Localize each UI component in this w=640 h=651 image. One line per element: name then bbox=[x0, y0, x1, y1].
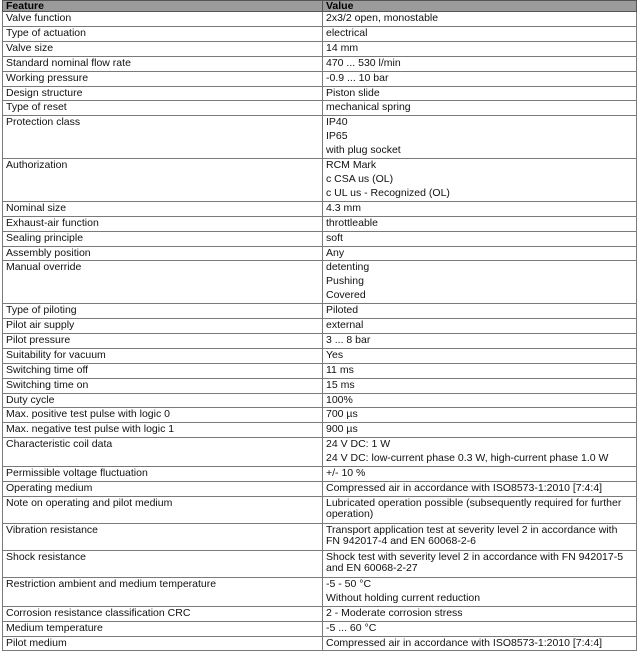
feature-cell: Exhaust-air function bbox=[3, 216, 323, 231]
feature-cell: Type of actuation bbox=[3, 26, 323, 41]
table-row bbox=[3, 378, 637, 393]
value-line: IP65 bbox=[326, 130, 348, 143]
value-cell bbox=[323, 231, 637, 246]
table-row bbox=[3, 482, 637, 497]
feature-cell: Restriction ambient and medium temperature bbox=[3, 577, 323, 606]
value-cell bbox=[323, 71, 637, 86]
feature-cell: Suitability for vacuum bbox=[3, 348, 323, 363]
table-row bbox=[3, 348, 637, 363]
value-line: Without holding current reduction bbox=[326, 591, 481, 604]
table-row bbox=[3, 86, 637, 101]
feature-cell: Standard nominal flow rate bbox=[3, 56, 323, 71]
value-line: mechanical spring bbox=[326, 101, 411, 114]
table-row bbox=[3, 636, 637, 651]
value-cell bbox=[323, 116, 637, 159]
table-row bbox=[3, 12, 637, 27]
feature-cell: Note on operating and pilot medium bbox=[3, 496, 323, 523]
value-line: external bbox=[326, 319, 364, 332]
table-row bbox=[3, 333, 637, 348]
value-line: 700 µs bbox=[326, 408, 358, 421]
value-cell bbox=[323, 606, 637, 621]
table-row bbox=[3, 304, 637, 319]
value-cell bbox=[323, 523, 637, 550]
table-row bbox=[3, 26, 637, 41]
value-cell bbox=[323, 261, 637, 304]
value-line: Pushing bbox=[326, 275, 364, 288]
value-cell bbox=[323, 86, 637, 101]
feature-cell: Switching time off bbox=[3, 363, 323, 378]
value-line: -0.9 ... 10 bar bbox=[326, 71, 389, 84]
feature-cell: Sealing principle bbox=[3, 231, 323, 246]
value-line: 24 V DC: 1 W bbox=[326, 438, 391, 451]
value-line: Covered bbox=[326, 289, 366, 302]
value-cell bbox=[323, 319, 637, 334]
value-cell bbox=[323, 621, 637, 636]
header-row bbox=[3, 1, 637, 12]
value-cell bbox=[323, 636, 637, 651]
spec-body bbox=[3, 12, 637, 651]
feature-cell: Shock resistance bbox=[3, 550, 323, 577]
value-line: Shock test with severity level 2 in accordance with FN 942017-5 and EN 60068-2-27 bbox=[326, 550, 624, 575]
table-row bbox=[3, 438, 637, 467]
feature-cell: Type of reset bbox=[3, 101, 323, 116]
value-line: Piston slide bbox=[326, 86, 380, 99]
value-cell bbox=[323, 496, 637, 523]
table-row bbox=[3, 201, 637, 216]
table-row bbox=[3, 467, 637, 482]
value-cell bbox=[323, 12, 637, 27]
value-line: Yes bbox=[326, 348, 344, 361]
value-cell bbox=[323, 26, 637, 41]
value-line: RCM Mark bbox=[326, 159, 377, 172]
feature-cell: Type of piloting bbox=[3, 304, 323, 319]
value-line: c UL us - Recognized (OL) bbox=[326, 186, 450, 199]
value-line: 15 ms bbox=[326, 378, 355, 391]
header-value: Value bbox=[323, 1, 637, 12]
value-cell bbox=[323, 41, 637, 56]
feature-cell: Switching time on bbox=[3, 378, 323, 393]
value-cell bbox=[323, 423, 637, 438]
value-line: 900 µs bbox=[326, 423, 358, 436]
feature-cell: Assembly position bbox=[3, 246, 323, 261]
table-row bbox=[3, 71, 637, 86]
table-row bbox=[3, 621, 637, 636]
value-cell bbox=[323, 550, 637, 577]
table-row bbox=[3, 159, 637, 202]
value-cell bbox=[323, 363, 637, 378]
table-row bbox=[3, 523, 637, 550]
table-row bbox=[3, 577, 637, 606]
feature-cell: Max. positive test pulse with logic 0 bbox=[3, 408, 323, 423]
value-line: 3 ... 8 bar bbox=[326, 333, 371, 346]
feature-cell: Pilot medium bbox=[3, 636, 323, 651]
table-row bbox=[3, 408, 637, 423]
table-row bbox=[3, 319, 637, 334]
value-line: Lubricated operation possible (subsequently required for further operation) bbox=[326, 496, 622, 521]
value-line: -5 - 50 °C bbox=[326, 577, 372, 590]
value-cell bbox=[323, 101, 637, 116]
feature-cell: Working pressure bbox=[3, 71, 323, 86]
value-cell bbox=[323, 216, 637, 231]
feature-cell: Valve size bbox=[3, 41, 323, 56]
value-line: electrical bbox=[326, 26, 368, 39]
table-row bbox=[3, 246, 637, 261]
value-line: 14 mm bbox=[326, 41, 359, 54]
table-row bbox=[3, 101, 637, 116]
value-cell bbox=[323, 246, 637, 261]
value-line: -5 ... 60 °C bbox=[326, 621, 377, 634]
value-cell bbox=[323, 304, 637, 319]
feature-cell: Characteristic coil data bbox=[3, 438, 323, 467]
table-row bbox=[3, 363, 637, 378]
feature-cell: Duty cycle bbox=[3, 393, 323, 408]
feature-cell: Vibration resistance bbox=[3, 523, 323, 550]
value-cell bbox=[323, 333, 637, 348]
feature-cell: Valve function bbox=[3, 12, 323, 27]
value-line: Compressed air in accordance with ISO8573-1:2010 [7:4:4] bbox=[326, 482, 603, 494]
value-line: Transport application test at severity level 2 in accordance with FN 942017-4 and EN 60068-2-6 bbox=[326, 523, 618, 548]
value-line: with plug socket bbox=[326, 144, 401, 157]
value-cell bbox=[323, 482, 637, 497]
value-cell bbox=[323, 201, 637, 216]
value-line: Any bbox=[326, 246, 345, 259]
feature-cell: Manual override bbox=[3, 261, 323, 304]
feature-cell: Max. negative test pulse with logic 1 bbox=[3, 423, 323, 438]
header-feature: Feature bbox=[3, 1, 323, 12]
feature-cell: Authorization bbox=[3, 159, 323, 202]
value-line: 2 - Moderate corrosion stress bbox=[326, 606, 463, 619]
value-line: 4.3 mm bbox=[326, 201, 362, 214]
value-line: +/- 10 % bbox=[326, 467, 366, 480]
value-cell bbox=[323, 348, 637, 363]
feature-cell: Protection class bbox=[3, 116, 323, 159]
table-row bbox=[3, 116, 637, 159]
value-line: IP40 bbox=[326, 116, 348, 129]
table-row bbox=[3, 231, 637, 246]
table-row bbox=[3, 496, 637, 523]
value-line: 470 ... 530 l/min bbox=[326, 56, 401, 69]
value-line: soft bbox=[326, 231, 343, 244]
table-row bbox=[3, 56, 637, 71]
value-cell bbox=[323, 577, 637, 606]
table-row bbox=[3, 606, 637, 621]
table-row bbox=[3, 41, 637, 56]
value-line: c CSA us (OL) bbox=[326, 172, 394, 185]
value-line: 2x3/2 open, monostable bbox=[326, 12, 439, 24]
feature-cell: Corrosion resistance classification CRC bbox=[3, 606, 323, 621]
value-cell bbox=[323, 438, 637, 467]
feature-cell: Medium temperature bbox=[3, 621, 323, 636]
value-cell bbox=[323, 378, 637, 393]
table-row bbox=[3, 550, 637, 577]
table-row bbox=[3, 393, 637, 408]
value-line: 100% bbox=[326, 393, 353, 406]
value-line: 11 ms bbox=[326, 363, 354, 376]
feature-cell: Design structure bbox=[3, 86, 323, 101]
feature-cell: Pilot air supply bbox=[3, 319, 323, 334]
value-line: Compressed air in accordance with ISO8573-1:2010 [7:4:4] bbox=[326, 636, 603, 649]
table-row bbox=[3, 261, 637, 304]
spec-table bbox=[2, 0, 637, 651]
value-cell bbox=[323, 159, 637, 202]
value-line: detenting bbox=[326, 261, 370, 274]
value-cell bbox=[323, 56, 637, 71]
value-cell bbox=[323, 408, 637, 423]
value-cell bbox=[323, 467, 637, 482]
value-line: throttleable bbox=[326, 216, 378, 229]
table-row bbox=[3, 423, 637, 438]
feature-cell: Permissible voltage fluctuation bbox=[3, 467, 323, 482]
feature-cell: Pilot pressure bbox=[3, 333, 323, 348]
value-line: 24 V DC: low-current phase 0.3 W, high-current phase 1.0 W bbox=[326, 452, 609, 465]
table-row bbox=[3, 216, 637, 231]
feature-cell: Operating medium bbox=[3, 482, 323, 497]
feature-cell: Nominal size bbox=[3, 201, 323, 216]
value-line: Piloted bbox=[326, 304, 359, 317]
value-cell bbox=[323, 393, 637, 408]
